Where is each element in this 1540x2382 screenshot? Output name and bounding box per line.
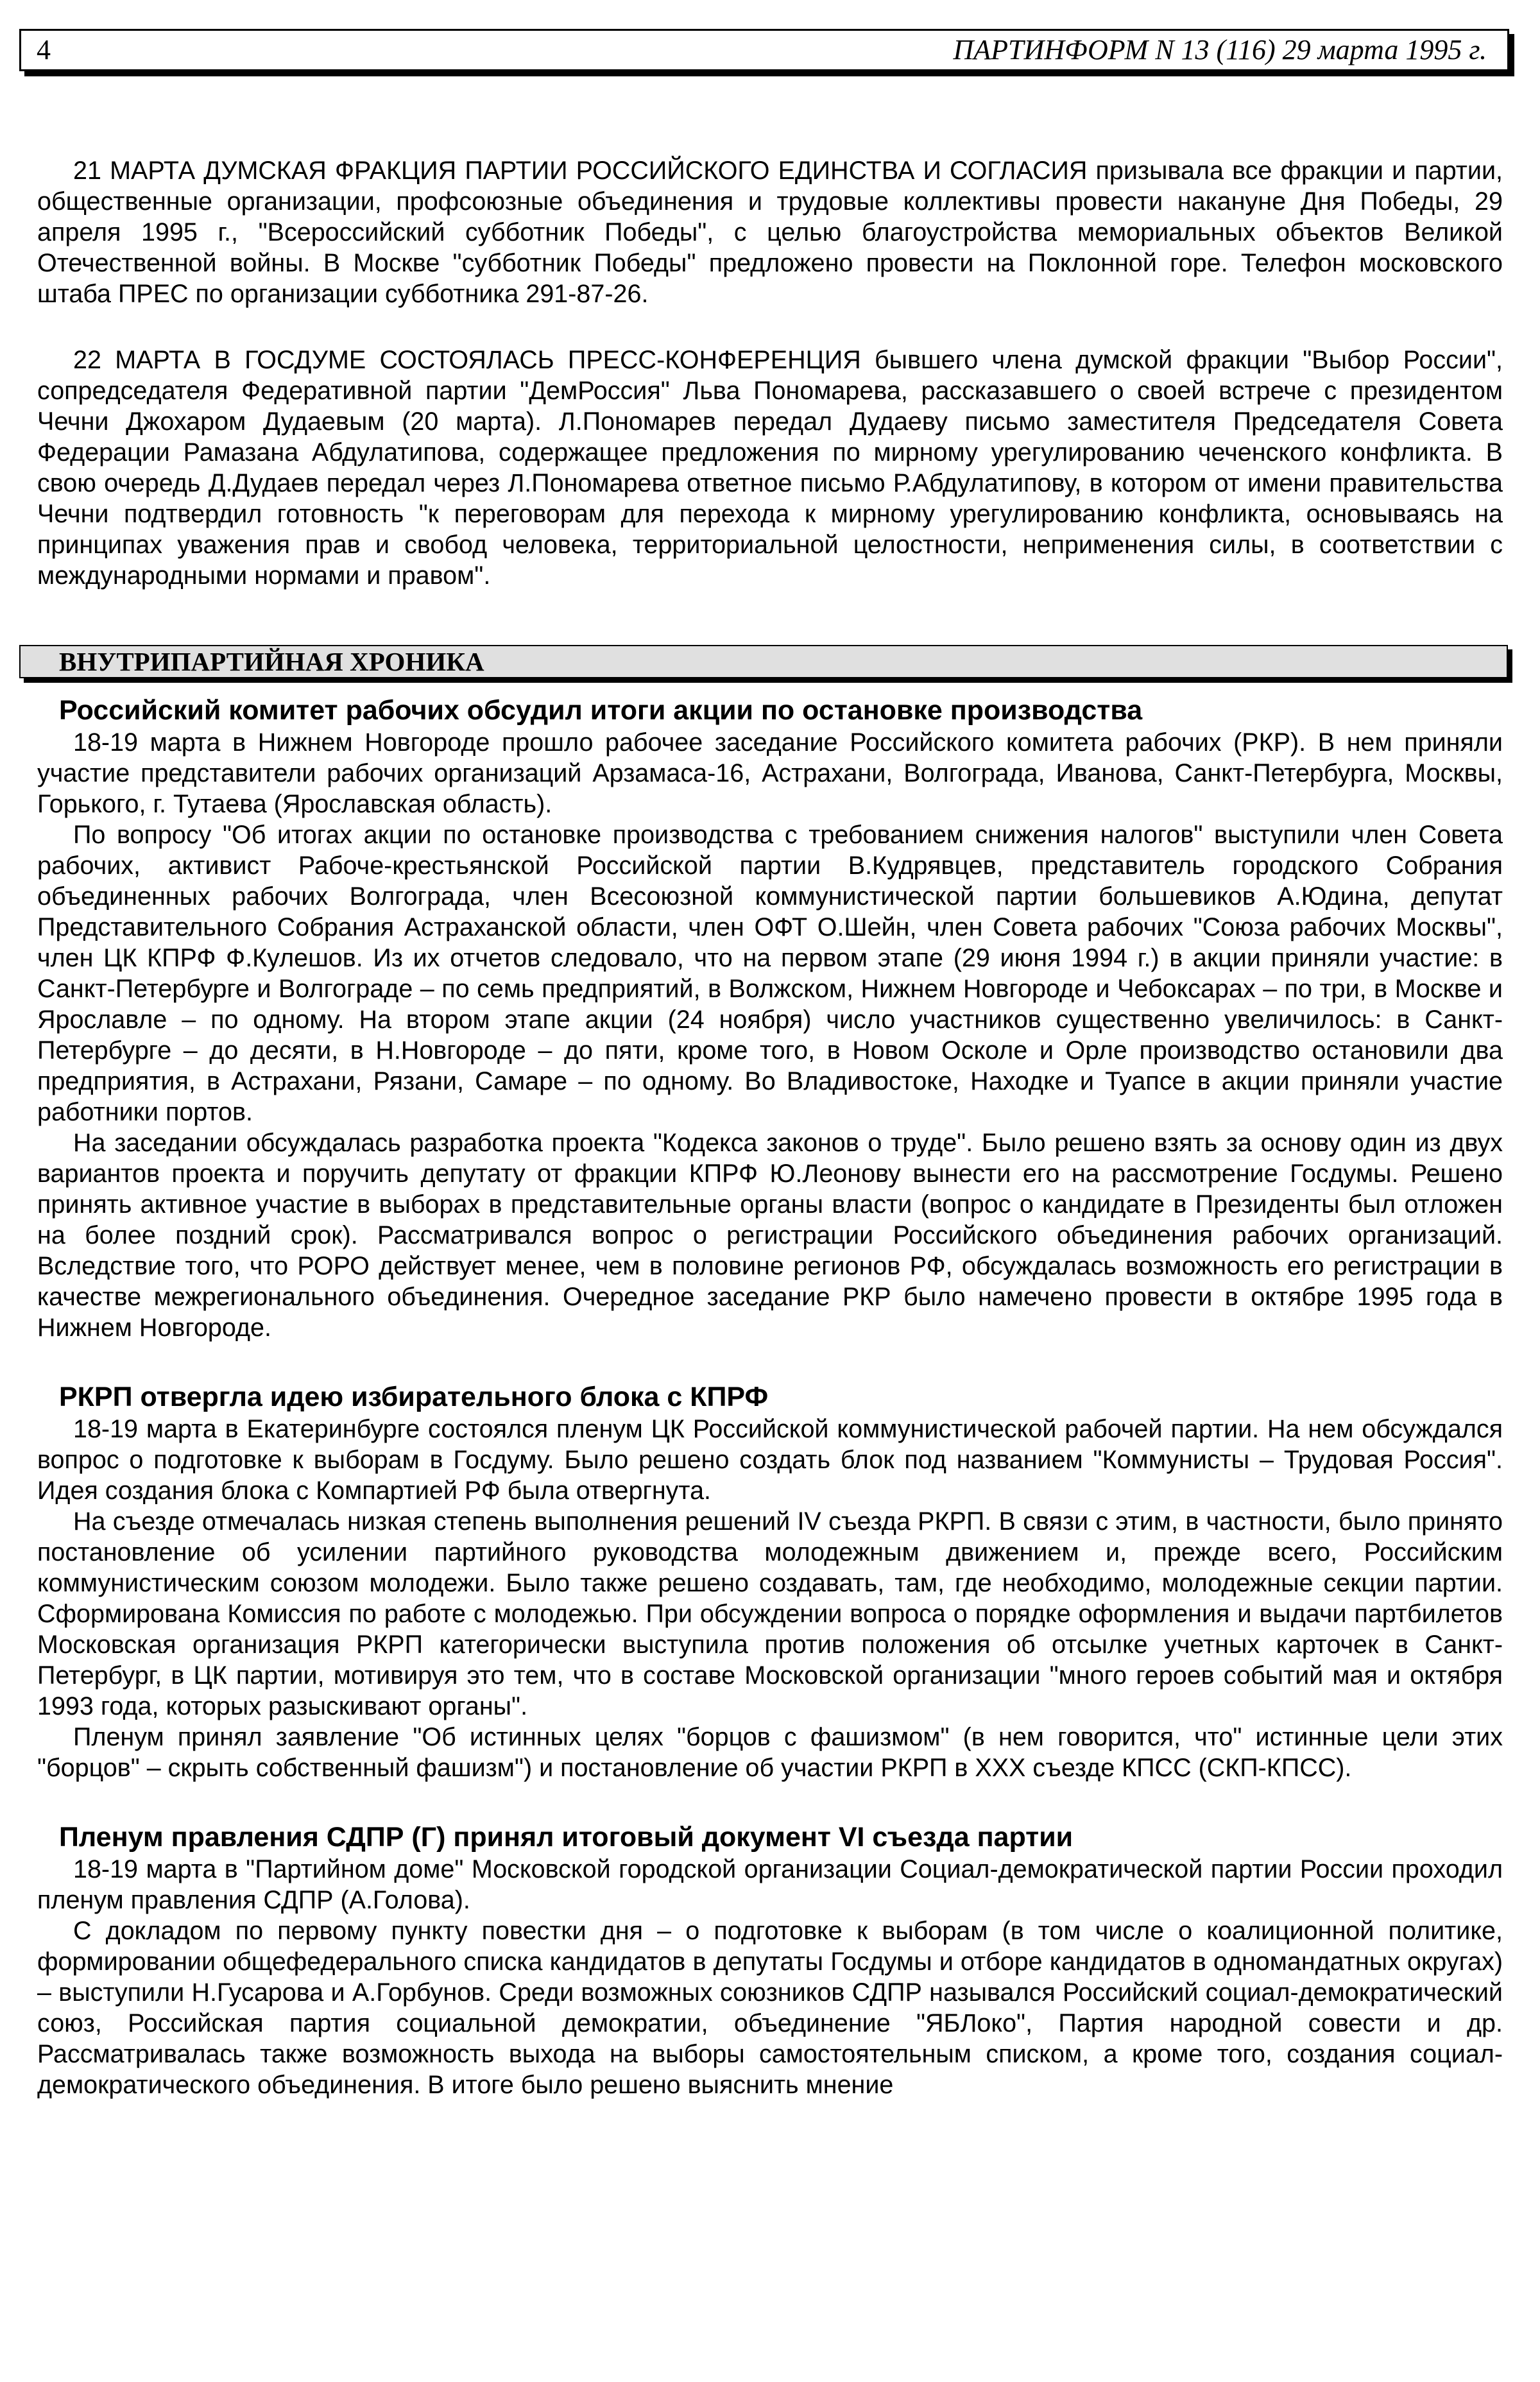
article-paragraph: По вопросу "Об итогах акции по остановке производства с требованием снижения налогов" выступили член Совета рабочих, активист Рабоче-крестьянской Российской партии В.Кудрявцев, представитель городского Собрания объединенных рабочих Волгограда, член Всесоюзной коммунистической партии большевиков А.Юдина, депутат Представительного Собрания Астраханской области, член ОФТ О.Шейн, член Совета рабочих "Союза рабочих Москвы", член ЦК КПРФ Ф.Кулешов. Из их отчетов следовало, что на первом этапе (29 июня 1994 г.) в акции приняли участие: в Санкт-Петербурге и Волгограде – по семь предприятий, в Волжском, Нижнем Новгороде и Чебоксарах – по три, в Москве и Ярославле – по одному. На втором этапе акции (24 ноября) число участников существенно увеличилось: в Санкт-Петербурге – до десяти, в Н.Новгороде – до пяти, кроме того, в Новом Осколе и Орле производство остановили два предприятия, в Астрахани, Рязани, Самаре – по одному. Во Владивостоке, Находке и Туапсе в акции приняли участие работники портов. xyxy=(37,821,1503,1126)
article-paragraph: 18-19 марта в Екатеринбурге состоялся пленум ЦК Российской коммунистической рабочей партии. На нем обсуждался вопрос о подготовке к выборам в Госдуму. Было решено создать блок под названием "Коммунисты – Трудовая Россия". Идея создания блока с Компартией РФ была отвергнута. xyxy=(37,1415,1503,1505)
article-paragraph: 18-19 марта в Нижнем Новгороде прошло рабочее заседание Российского комитета рабочих (РКР). В нем приняли участие представители рабочих организаций Арзамаса-16, Астрахани, Волгограда, Иванова, Санкт-Петербурга, Москвы, Горького, г. Тутаева (Ярославская область). xyxy=(37,728,1503,818)
page-number: 4 xyxy=(37,34,51,65)
article-paragraph: С докладом по первому пункту повестки дня – о подготовке к выборам (в том числе о коалиционной политике, формировании общефедерального списка кандидатов в депутаты Госдумы и отборе кандидатов в одномандатных округах) – выступили Н.Гусарова и А.Горбунов. Среди возможных союзников СДПР назывался Российский социал-демократический союз, Российская партия социальной демократии, объединение "ЯБЛоко", Партия народной совести и др. Рассматривалась также возможность выхода на выборы самостоятельным списком, а кроме того, создания социал-демократического объединения. В итоге было решено выяснить мнение xyxy=(37,1917,1503,2099)
article-paragraph: 18-19 марта в "Партийном доме" Московской городской организации Социал-демократической партии России проходил пленум правления СДПР (А.Голова). xyxy=(37,1855,1503,1914)
intro-paragraph: 22 МАРТА В ГОСДУМЕ СОСТОЯЛАСЬ ПРЕСС-КОНФЕРЕНЦИЯ бывшего члена думской фракции "Выбор России", сопредседателя Федеративной партии "ДемРоссия" Льва Пономарева, рассказавшего о своей встрече с президентом Чечни Джохаром Дудаевым (20 марта). Л.Пономарев передал Дудаеву письмо заместителя Председателя Совета Федерации Рамазана Абдулатипова, содержащее предложения по мирному урегулированию чеченского конфликта. В свою очередь Д.Дудаев передал через Л.Пономарева ответное письмо Р.Абдулатипову, в котором от имени правительства Чечни подтвердил готовность "к переговорам для перехода к мирному урегулированию конфликта, основываясь на принципах уважения прав и свобод человека, территориальной целостности, неприменения силы, в соответствии с международными нормами и правом". xyxy=(37,346,1503,590)
article xyxy=(37,694,1503,1343)
article-paragraph: На съезде отмечалась низкая степень выполнения решений IV съезда РКРП. В связи с этим, в частности, было принято постановление об усилении партийного руководства молодежным движением и, прежде всего, Российским коммунистическим союзом молодежи. Было также решено создавать, там, где необходимо, молодежные секции партии. Сформирована Комиссия по работе с молодежью. При обсуждении вопроса о порядке оформления и выдачи партбилетов Московская организация РКРП категорически выступила против положения об отсылке учетных карточек в Санкт-Петербург, в ЦК партии, мотивируя это тем, что в составе Московской организации "много героев событий мая и октября 1993 года, которых разыскивают органы". xyxy=(37,1507,1503,1720)
intro-paragraph: 21 МАРТА ДУМСКАЯ ФРАКЦИЯ ПАРТИИ РОССИЙСКОГО ЕДИНСТВА И СОГЛАСИЯ призывала все фракции и партии, общественные организации, профсоюзные объединения и трудовые коллективы провести накануне Дня Победы, 29 апреля 1995 г., "Всероссийский субботник Победы", с целью благоустройства мемориальных объектов Великой Отечественной войны. В Москве "субботник Победы" предложено провести на Поклонной горе. Телефон московского штаба ПРЕС по организации субботника 291-87-26. xyxy=(37,157,1503,308)
article-paragraph: На заседании обсуждалась разработка проекта "Кодекса законов о труде". Было решено взять за основу один из двух вариантов проекта и поручить депутату от фракции КПРФ Ю.Леонову вынести его на рассмотрение Госдумы. Решено принять активное участие в выборах в представительные органы власти (вопрос о кандидате в Президенты был отложен на более поздний срок). Рассматривался вопрос о регистрации Российского объединения рабочих организаций. Вследствие того, что РОРО действует менее, чем в половине регионов РФ, обсуждалась возможность его регистрации в качестве межрегионального объединения. Очередное заседание РКР было намечено провести в октябре 1995 года в Нижнем Новгороде. xyxy=(37,1129,1503,1342)
article-title: РКРП отвергла идею избирательного блока с КПРФ xyxy=(59,1382,769,1412)
article xyxy=(37,1821,1503,2100)
section-header: ВНУТРИПАРТИЙНАЯ ХРОНИКА xyxy=(19,645,1508,678)
article-title: Пленум правления СДПР (Г) принял итоговый документ VI съезда партии xyxy=(59,1822,1074,1853)
publication-title: ПАРТИНФОРМ N 13 (116) 29 марта 1995 г. xyxy=(953,34,1487,65)
article xyxy=(37,1380,1503,1783)
article-paragraph: Пленум принял заявление "Об истинных целях "борцов с фашизмом" (в нем говорится, что" истинные цели этих "борцов" – скрыть собственный фашизм") и постановление об участии РКРП в XXX съезде КПСС (СКП-КПСС). xyxy=(37,1723,1503,1782)
article-title: Российский комитет рабочих обсудил итоги акции по остановке производства xyxy=(59,695,1143,726)
page-header xyxy=(19,29,1509,71)
page-content xyxy=(37,155,1503,2100)
